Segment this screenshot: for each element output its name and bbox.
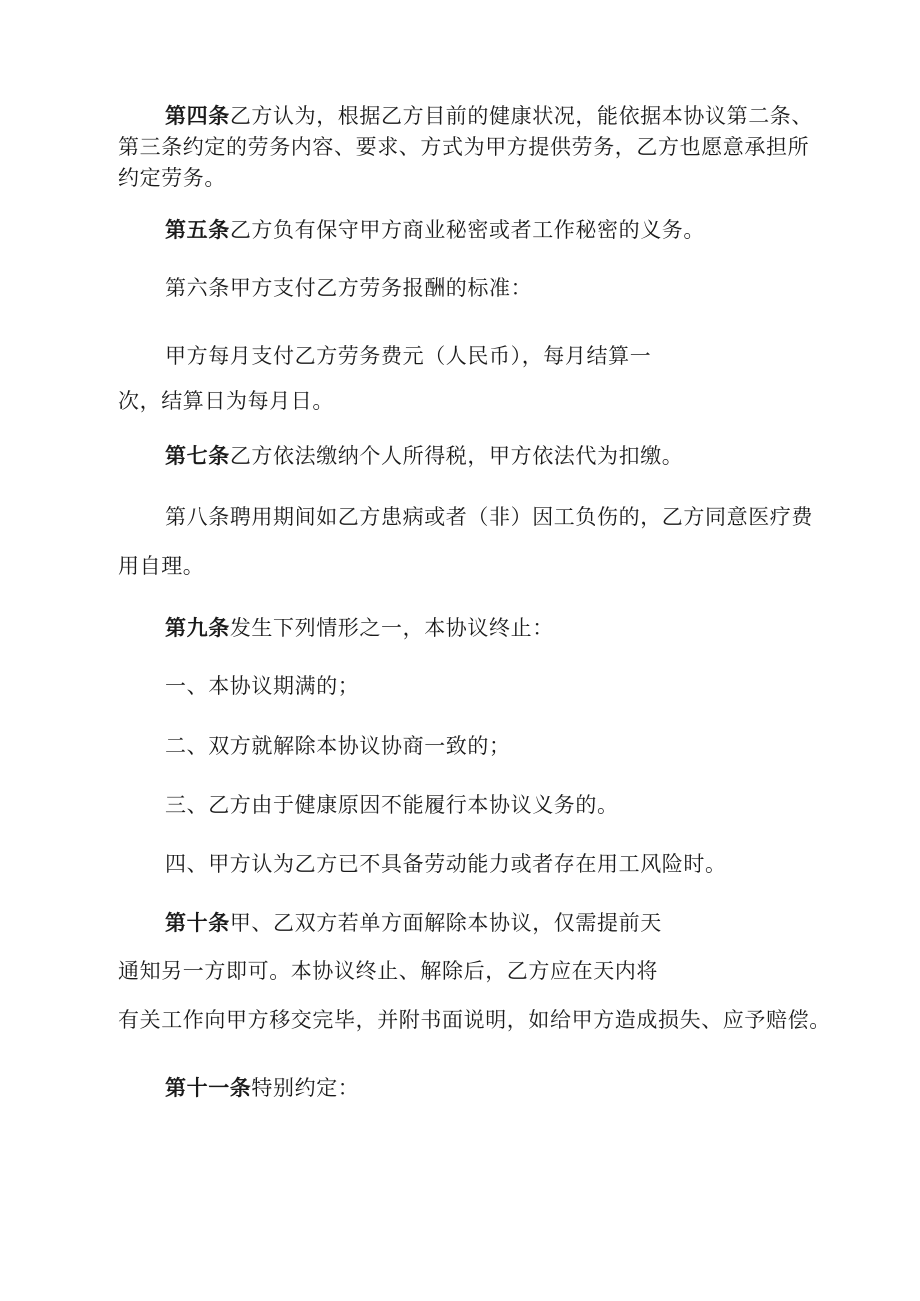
article-6-line-1: 甲方每月支付乙方劳务费元（人民币），每月结算一 <box>165 344 652 368</box>
article-4-line-2: 第三条约定的劳务内容、要求、方式为甲方提供劳务，乙方也愿意承担所 <box>118 135 810 159</box>
article-6-text: 甲方支付乙方劳务报酬的标准： <box>229 276 533 300</box>
article-9-heading: 第九条 <box>165 615 230 640</box>
article-10-heading: 第十条 <box>165 910 230 935</box>
article-9-item-4: 四、甲方认为乙方已不具备劳动能力或者存在用工风险时。 <box>165 852 727 876</box>
article-6-line-2: 次，结算日为每月日。 <box>118 389 334 413</box>
article-10-line-1 <box>165 908 662 938</box>
article-8-heading: 第八条 <box>165 505 230 529</box>
article-5-heading: 第五条 <box>165 217 230 242</box>
article-7-heading: 第七条 <box>165 443 230 468</box>
article-9-item-1: 一、本协议期满的； <box>165 674 360 698</box>
article-8-text-1: 聘用期间如乙方患病或者（非）因工负伤的，乙方同意医疗费 <box>229 505 814 529</box>
article-5-text: 乙方负有保守甲方商业秘密或者工作秘密的义务。 <box>229 218 706 242</box>
article-4-heading: 第四条 <box>165 103 230 128</box>
article-10-text-1: 甲、乙双方若单方面解除本协议，仅需提前天 <box>229 911 662 935</box>
article-9-item-2: 二、双方就解除本协议协商一致的； <box>165 734 511 758</box>
article-7 <box>165 441 683 471</box>
article-10-line-3: 有关工作向甲方移交完毕，并附书面说明，如给甲方造成损失、应予赔偿。 <box>118 1008 831 1032</box>
article-8-line-1 <box>165 502 813 532</box>
article-6-heading: 第六条 <box>165 276 230 300</box>
article-8-line-2: 用自理。 <box>118 554 205 578</box>
article-4-line-1 <box>165 101 813 131</box>
article-4-text-1: 乙方认为，根据乙方目前的健康状况，能依据本协议第二条、 <box>229 104 814 128</box>
article-9 <box>165 613 554 643</box>
article-4-line-3: 约定劳务。 <box>118 166 226 190</box>
article-11-heading: 第十一条 <box>165 1075 252 1100</box>
article-9-text: 发生下列情形之一，本协议终止： <box>229 616 554 640</box>
article-11 <box>165 1073 359 1103</box>
article-5 <box>165 215 705 245</box>
article-6 <box>165 273 532 303</box>
article-9-item-3: 三、乙方由于健康原因不能履行本协议义务的。 <box>165 793 619 817</box>
article-10-line-2: 通知另一方即可。本协议终止、解除后，乙方应在天内将 <box>118 959 658 983</box>
article-11-text: 特别约定： <box>251 1076 360 1100</box>
article-7-text: 乙方依法缴纳个人所得税，甲方依法代为扣缴。 <box>229 444 684 468</box>
